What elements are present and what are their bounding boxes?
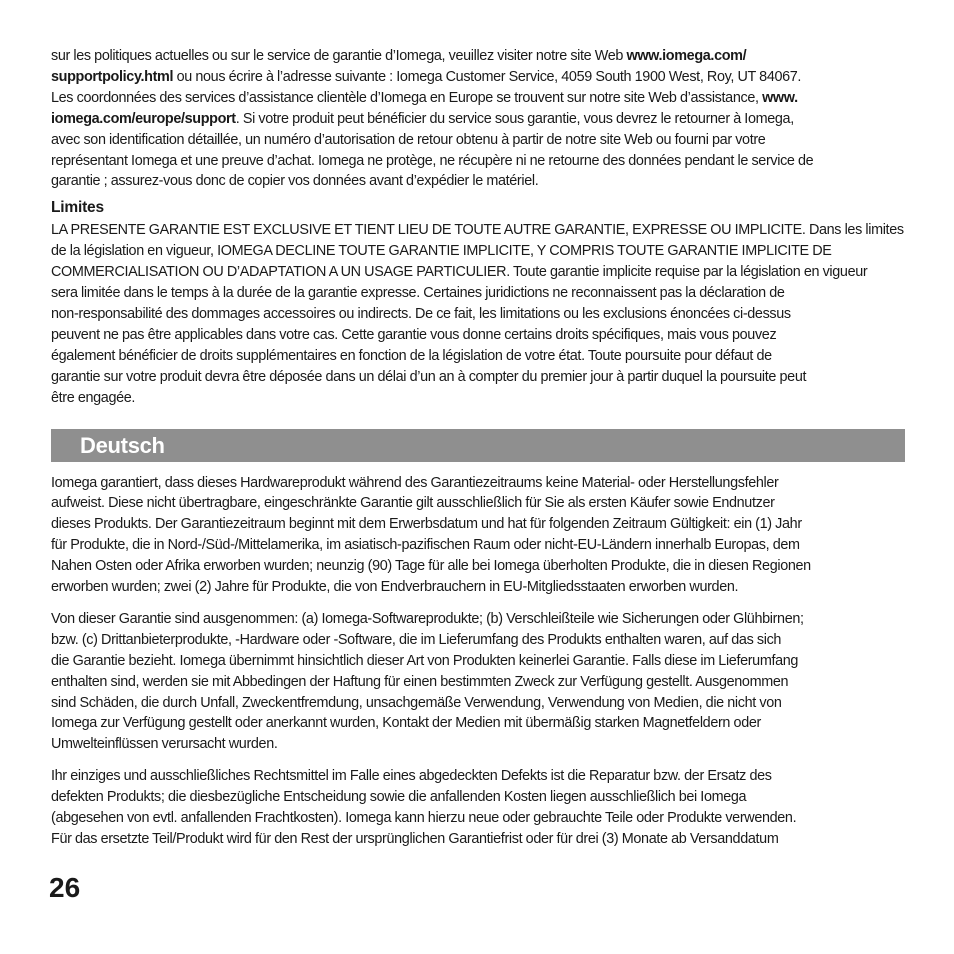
page-number: 26 <box>49 872 81 903</box>
limites-heading: Limites <box>51 199 104 217</box>
intro-text: ou nous écrire à l’adresse suivante : Iomega Customer Service, 4059 South 1900 West, Roy, UT 84067. <box>173 68 802 85</box>
deutsch-section-header <box>51 429 905 462</box>
deutsch-paragraph-1: Iomega garantiert, dass dieses Hardwareprodukt während des Garantiezeitraums keine Material- oder Herstellungsfehler aufweist. Diese nicht übertragbare, eingeschränkte Garantie gilt ausschließlich für Sie als ersten Käufer sowie Endnutzer dieses Produkts. Der Garantiezeitraum beginnt mit dem Erwerbsdatum und hat für folgenden Zeitraum Gültigkeit: ein (1) Jahr für Produkte, die in Nord-/Süd-/Mittelamerika, im asiatisch-pazifischen Raum oder nicht-EU-Ländern innerhalb Europas, dem Nahen Osten oder Afrika erworben wurden; neunzig (90) Tage für alle bei Iomega überholten Produkte, die in diesen Regionen erworben wurden; zwei (2) Jahre für Produkte, die von Endverbrauchern in EU-Mitgliedsstaaten erworben wurden. <box>51 474 811 596</box>
intro-text: . Si votre produit peut bénéficier du service sous garantie, vous devrez le retourner à Iomega, <box>235 110 794 127</box>
deutsch-section-title: Deutsch <box>80 432 165 458</box>
intro-text: représentant Iomega et une preuve d’achat. Iomega ne protège, ne récupère ni ne retourne des données pendant le service de <box>51 152 814 169</box>
intro-text: sur les politiques actuelles ou sur le service de garantie d’Iomega, veuillez visiter notre site Web <box>51 48 627 64</box>
support-policy-link[interactable]: www.iomega.com/ supportpolicy.html <box>51 48 747 85</box>
french-intro-paragraph <box>51 46 909 192</box>
page-content <box>51 46 909 850</box>
intro-text: garantie ; assurez-vous donc de copier vos données avant d’expédier le matériel. <box>51 173 539 190</box>
deutsch-paragraph-2: Von dieser Garantie sind ausgenommen: (a) Iomega-Softwareprodukte; (b) Verschleißteile wie Sicherungen oder Glühbirnen; bzw. (c) Drittanbieterprodukte, -Hardware oder -Software, die im Lieferumfang des Produkts enthalten waren, auf das sich die Garantie bezieht. Iomega übernimmt hinsichtlich dieser Art von Produkten keinerlei Garantie. Falls diese im Lieferumfang enthalten sind, werden sie mit Abbedingen der Haftung für einen bestimmten Zweck zur Verfügung gestellt. Ausgenommen sind Schäden, die durch Unfall, Zweckentfremdung, unsachgemäße Verwendung, Verwendung von Medien, die nicht von Iomega zur Verfügung gestellt oder anerkannt wurden, Kontakt der Medien mit übermäßig starken Magnetfeldern oder Umwelteinflüssen verursacht wurden. <box>51 610 804 753</box>
europe-support-link[interactable]: www. iomega.com/europe/support <box>51 89 798 127</box>
intro-text: Les coordonnées des services d’assistance clientèle d’Iomega en Europe se trouvent sur notre site Web d’assistance, <box>51 89 763 106</box>
limites-paragraph: LA PRESENTE GARANTIE EST EXCLUSIVE ET TIENT LIEU DE TOUTE AUTRE GARANTIE, EXPRESSE OU IMPLICITE. Dans les limites de la législation en vigueur, IOMEGA DECLINE TOUTE GARANTIE IMPLICITE, Y COMPRIS TOUTE GARANTIE IMPLICITE DE COMMERCIALISATION OU D’ADAPTATION A UN USAGE PARTICULIER. Toute garantie implicite requise par la législation en vigueur sera limitée dans le temps à la durée de la garantie expresse. Certaines juridictions ne reconnaissent pas la déclaration de non-responsabilité des dommages accessoires ou indirects. De ce fait, les limitations ou les exclusions énoncées ci-dessus peuvent ne pas être applicables dans votre cas. Cette garantie vous donne certains droits spécifiques, mais vous pouvez également bénéficier de droits supplémentaires en fonction de la législation de votre état. Toute poursuite pour défaut de garantie sur votre produit devra être déposée dans un délai d’un an à compter du premier jour à partir duquel la poursuite peut être engagée. <box>51 222 904 406</box>
intro-text: avec son identification détaillée, un numéro d’autorisation de retour obtenu à partir de notre site Web ou fourni par votre <box>51 131 766 148</box>
deutsch-paragraph-3: Ihr einziges und ausschließliches Rechtsmittel im Falle eines abgedeckten Defekts ist die Reparatur bzw. der Ersatz des defekten Produkts; die diesbezügliche Entscheidung sowie die anfallenden Kosten liegen ausschließlich bei Iomega (abgesehen von evtl. anfallenden Frachtkosten). Iomega kann hierzu neue oder gebrauchte Teile oder Produkte verwenden. Für das ersetzte Teil/Produkt wird für den Rest der ursprünglichen Garantiefrist oder für drei (3) Monate ab Versanddatum <box>51 768 797 847</box>
